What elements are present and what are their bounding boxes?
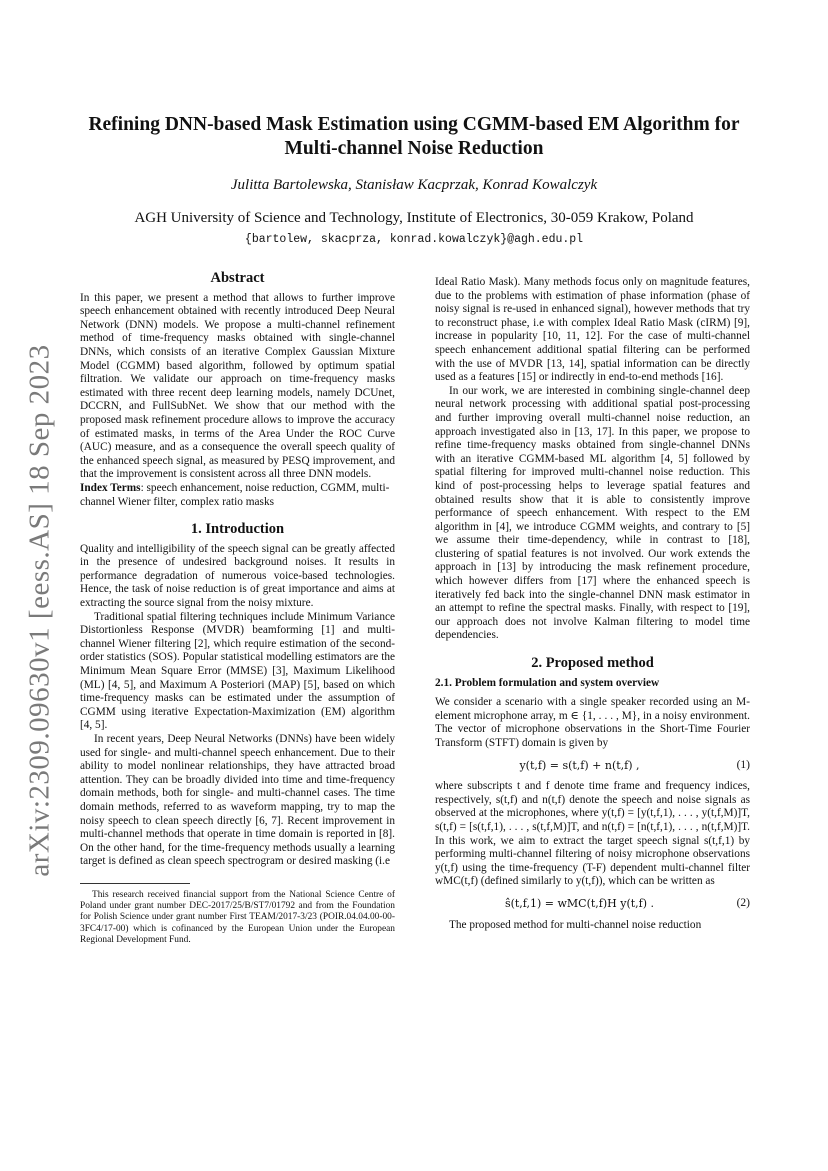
equation-2-number: (2) [736,896,750,909]
abstract-text: In this paper, we present a method that allows to further improve speech enhancement obtained with recently introduced Deep Neural Network (DNN) models. We propose a multi-channel refinement method of time-frequency masks obtained with single-channel DNNs, which consists of an iterative Complex Gaussian Mixture Model (CGMM) based algorithm, followed by optimum spatial filtration. We validate our approach on time-frequency masks estimated with three recent deep learning models, namely DCUnet, DCCRN, and FullSubNet. We show that our method with the proposed mask refinement procedure allows to improve the accuracy of estimated masks, in terms of the Area Under the ROC Curve (AUC) measure, and as a consequence the overall speech quality of the enhanced speech signal, as measured by PESQ improvement, and that the improvement is consistent across all three DNN models. [80,291,395,481]
equation-1-body: y(t,f) = s(t,f) + n(t,f) , [519,758,640,772]
arxiv-side-stamp [10,330,70,890]
introduction-heading: 1. Introduction [190,521,285,538]
index-terms-label: Index Terms [80,481,141,494]
intro-paragraph-5: In our work, we are interested in combining single-channel deep neural network processing with additional spatial post-processing and further improving overall multi-channel noise reduction, an approach investigated also in [13, 17]. In this paper, we propose to refine time-frequency masks obtained from single-channel DNNs with an iterative CGMM-based ML algorithm [4, 5] followed by spatial filtering for improved multi-channel noise reduction. This kind of post-processing helps to leverage spatial features and obtained results show that it is able to consistently improve performance of speech enhancement. With respect to the EM algorithm in [4], we introduce CGMM weights, and contrary to [5] we assume their time-dependency, while in contrast to [18], clustering of spatial features is not involved. Our work extends the approach in [13] by introducing the mask refinement procedure, which however differs from [17] where the enhanced speech is iteratively fed back into the single-channel DNN mask estimator in an attempt to refine the spectral masks. Finally, with respect to [19], our approach does not involve Kalman filtering to model time dependencies. [435,384,750,642]
method-paragraph-1: We consider a scenario with a single speaker recorded using an M-element microphone array, m ∈ {1, . . . , M}, in a noisy environment. The vector of microphone observations in the Short-Time Fourier Transform (STFT) domain is given by [435,696,750,749]
abstract-heading: Abstract [210,270,265,286]
subsection-2-1-heading: 2.1. Problem formulation and system overview [435,676,660,689]
author-emails[interactable]: {bartolew, skacprza, konrad.kowalczyk}@agh.edu.pl [244,233,584,246]
intro-paragraph-2: Traditional spatial filtering techniques include Minimum Variance Distortionless Response (MVDR) beamforming [1] and multi-channel Wiener filtering [2], which require estimation of the second-order statistics (SOS). Popular statistical modelling estimators are the Minimum Mean Square Error (MMSE) [3], Maximum Likelihood (ML) [4, 5], and Maximum A Posteriori (MAP) [5], based on which time-frequency masks can be estimated under the assumption of CGMM using iterative Expectation-Maximization (EM) algorithm [4, 5]. [80,610,395,732]
left-column [80,272,395,946]
paper-title: Refining DNN-based Mask Estimation using CGMM-based EM Algorithm for Multi-channel Noise Reduction [88,114,740,159]
proposed-method-heading: 2. Proposed method [531,655,654,672]
equation-1-number: (1) [736,758,750,771]
author-list: Julitta Bartolewska, Stanisław Kacprzak, Konrad Kowalczyk [230,177,598,193]
arxiv-identifier[interactable]: arXiv:2309.09630v1 [eess.AS] 18 Sep 2023 [23,343,56,877]
method-paragraph-2: where subscripts t and f denote time frame and frequency indices, respectively, s(t,f) and n(t,f) denote the speech and noise signals as observed at the microphones, where y(t,f) = [y(t,f,1), . . . , y(t,f,M)]T, s(t,f) = [s(t,f,1), . . . , s(t,f,M)]T, and n(t,f) = [n(t,f,1), . . . , n(t,f,M)]T. In this work, we aim to extract the target speech signal s(t,f,1) by performing multi-channel filtering of noisy microphone observations y(t,f) using the time-frequency (T-F) dependent multi-channel filter wMC(t,f) (defined similarly to y(t,f)), which can be written as [435,780,750,888]
method-paragraph-3: The proposed method for multi-channel noise reduction [449,918,702,931]
footnote-divider [80,883,190,884]
affiliation: AGH University of Science and Technology, Institute of Electronics, 30-059 Krakow, Poland [134,210,694,226]
equation-1 [435,759,750,773]
intro-paragraph-3: In recent years, Deep Neural Networks (DNNs) have been widely used for single- and multi-channel speech enhancement. Due to their ability to model nonlinear relationships, they have attracted broad attention. They can be broadly divided into time and time-frequency domain methods, both for single- and multi-channel cases. The time domain methods, referred to as waveform mapping, try to map the noisy speech to clean speech directly [6, 7]. Recent improvement in multi-channel methods that operate in time domain is reported in [8]. On the other hand, for the time-frequency methods usually a learning target is defined as clean speech spectrogram or desired masking (i.e [80,733,395,868]
index-terms [80,482,395,509]
intro-paragraph-1: Quality and intelligibility of the speech signal can be greatly affected in the presence of undesired background noises. It results in performance degradation of numerous voice-based technologies. Hence, the task of noise reduction is of great importance and aims at extracting the source signal from the noisy mixture. [80,542,395,610]
equation-2-body: ŝ(t,f,1) = wMC(t,f)H y(t,f) . [504,896,655,910]
funding-footnote: This research received financial support from the National Science Centre of Poland under grant number DEC-2017/25/B/ST7/01792 and from the Foundation for Polish Science under grant number First TEAM/2017-3/23 (POIR.04.04.00-00-3FC4/17-00) which is cofinanced by the European Union under the European Regional Development Fund. [80,889,395,945]
intro-paragraph-4: Ideal Ratio Mask). Many methods focus only on magnitude features, due to the problems with estimation of phase information (phase of noisy signal is re-used in enhanced signal), however methods that try to reconstruct phase, i.e with complex Ideal Ratio Mask (cIRM) [9], increase in popularity [10, 11, 12]. For the case of multi-channel speech enhancement additional spatial filtering can be performed with the use of MVDR [13, 14], spatial information can be directly used as a features [15] or indirectly in end-to-end methods [16]. [435,276,750,384]
right-column [435,276,750,932]
equation-2 [435,897,750,911]
index-terms-text: : speech enhancement, noise reduction, CGMM, multi-channel Wiener filter, complex ratio masks [80,481,390,508]
